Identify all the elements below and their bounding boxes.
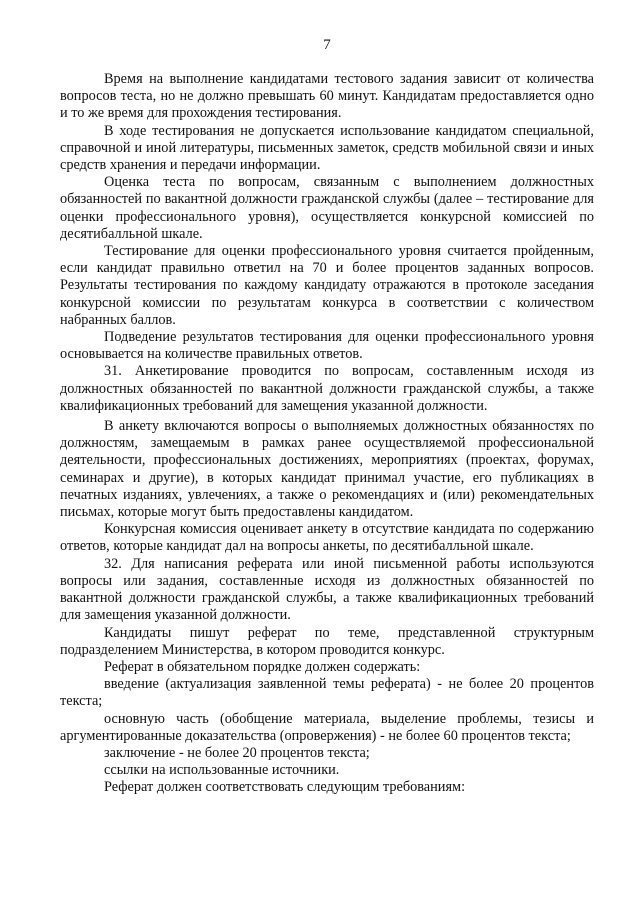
paragraph-test-restrictions: В ходе тестирования не допускается использование кандидатом специальной, справочной и иной литературы, письменных заметок, средств мобильной связи и иных средств хранения и передачи информации.	[60, 122, 594, 174]
paragraph-essay-main-part: основную часть (обобщение материала, выделение проблемы, тезисы и аргументированные доказательства (опровержения) - не более 60 процентов текста;	[60, 710, 594, 744]
document-body	[60, 71, 594, 797]
paragraph-questionnaire-content: В анкету включаются вопросы о выполняемых должностных обязанностях по должностям, замещаемым в рамках ранее осуществляемой профессиональной деятельности, профессиональных достижениях, мероприятиях (проектах, форумах, семинарах и другие), в которых кандидат принимал участие, его публикациях в печатных изданиях, увлечениях, а также о рекомендациях и (или) рекомендательных письмах, которые могут быть предоставлены кандидатом.	[60, 418, 594, 521]
page-number: 7	[323, 37, 331, 53]
paragraph-test-time: Время на выполнение кандидатами тестового задания зависит от количества вопросов теста, но не должно превышать 60 минут. Кандидатам предоставляется одно и то же время для прохождения тестирования.	[60, 71, 594, 122]
paragraph-questionnaire-evaluation: Конкурсная комиссия оценивает анкету в отсутствие кандидата по содержанию ответов, которые кандидат дал на вопросы анкеты, по десятибалльной шкале.	[60, 521, 594, 555]
paragraph-essay-conclusion: заключение - не более 20 процентов текста;	[104, 744, 370, 761]
paragraph-test-results: Подведение результатов тестирования для оценки профессионального уровня основывается на количестве правильных ответов.	[60, 329, 594, 363]
paragraph-essay-introduction: введение (актуализация заявленной темы реферата) - не более 20 процентов текста;	[60, 676, 594, 710]
paragraph-section-31: 31. Анкетирование проводится по вопросам, составленным исходя из должностных обязанностей по вакантной должности гражданской службы, а также квалификационных требований для замещения указанной должности.	[60, 363, 594, 414]
paragraph-test-evaluation: Оценка теста по вопросам, связанным с выполнением должностных обязанностей по вакантной должности гражданской службы (далее – тестирование для оценки профессионального уровня), осуществляется конкурсной комиссией по десятибалльной шкале.	[60, 174, 594, 242]
paragraph-essay-topic: Кандидаты пишут реферат по теме, представленной структурным подразделением Министерства, в котором проводится конкурс.	[60, 624, 594, 658]
paragraph-essay-references: ссылки на использованные источники.	[104, 762, 340, 779]
paragraph-test-passing: Тестирование для оценки профессионального уровня считается пройденным, если кандидат правильно ответил на 70 и более процентов заданных вопросов. Результаты тестирования по каждому кандидату отражаются в протоколе заседания конкурсной комиссии по результатам конкурса в соответствии с количеством набранных баллов.	[60, 243, 594, 328]
paragraph-essay-contents: Реферат в обязательном порядке должен содержать:	[104, 658, 421, 675]
paragraph-section-32: 32. Для написания реферата или иной письменной работы используются вопросы или задания, составленные исходя из должностных обязанностей по вакантной должности гражданской службы, а также квалификационных требований для замещения указанной должности.	[60, 555, 594, 624]
paragraph-essay-requirements: Реферат должен соответствовать следующим требованиям:	[104, 779, 466, 796]
